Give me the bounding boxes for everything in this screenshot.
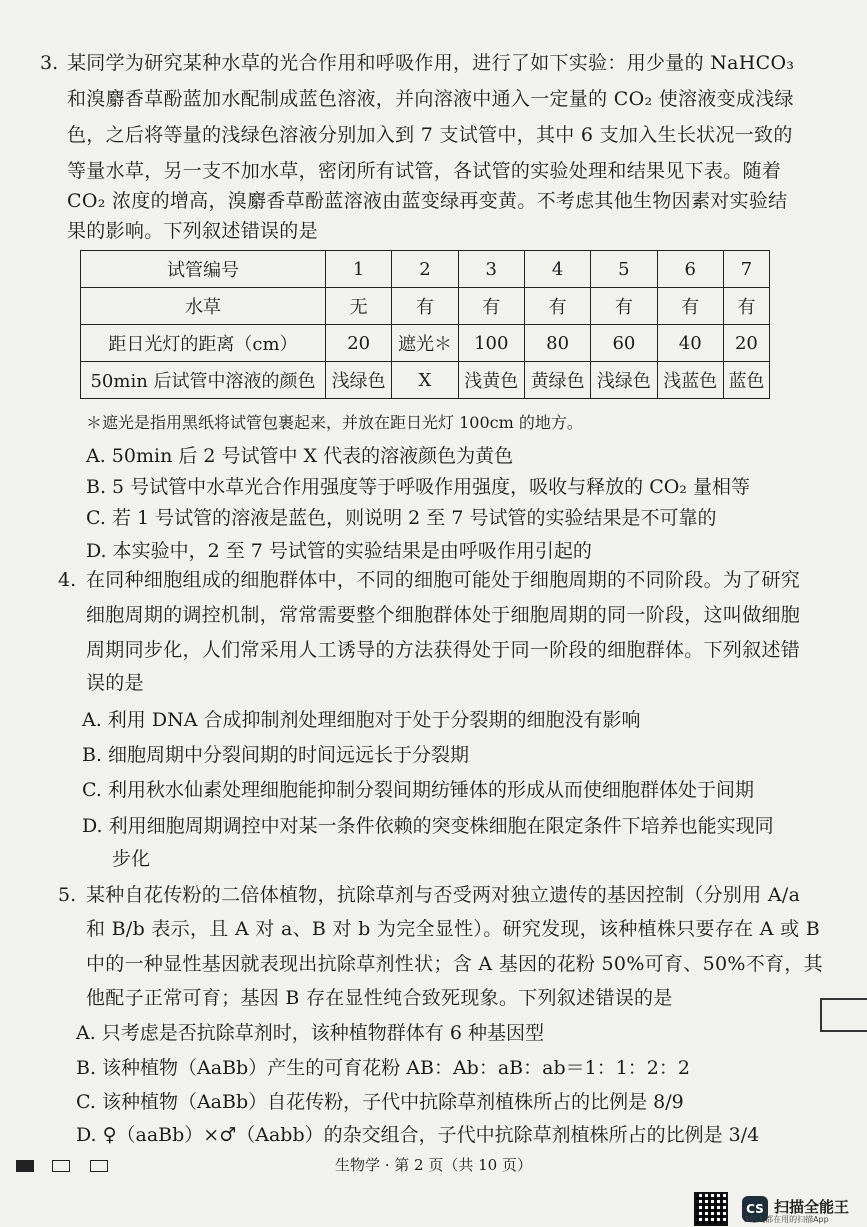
table-cell: 距日光灯的距离（cm） [81, 325, 326, 362]
table-row [81, 325, 770, 362]
table-row [81, 251, 770, 288]
table-cell: 2 [392, 251, 458, 288]
question-5-line: 中的一种显性基因就表现出抗除草剂性状；含 A 基因的花粉 50%可育、50%不育，其 [86, 953, 823, 975]
qr-code-icon [694, 1192, 728, 1226]
question-5-option-a: A. 只考虑是否抗除草剂时，该种植物群体有 6 种基因型 [76, 1022, 544, 1044]
table-cell: 浅绿色 [326, 362, 392, 399]
table-cell: 3 [458, 251, 524, 288]
table-cell: 100 [458, 325, 524, 362]
table-footnote: ＊遮光是指用黑纸将试管包裹起来，并放在距日光灯 100cm 的地方。 [86, 413, 583, 432]
table-cell: X [392, 362, 458, 399]
table-cell: 5 [591, 251, 657, 288]
question-3-line: 和溴麝香草酚蓝加水配制成蓝色溶液，并向溶液中通入一定量的 CO₂ 使溶液变成浅绿 [67, 88, 794, 110]
table-cell: 有 [723, 288, 769, 325]
watermark-subtitle: 3亿人都在用的扫描App [744, 1215, 829, 1224]
question-4-line: 在同种细胞组成的细胞群体中，不同的细胞可能处于细胞周期的不同阶段。为了研究 [86, 569, 801, 591]
table-cell: 浅黄色 [458, 362, 524, 399]
table-cell: 水草 [81, 288, 326, 325]
table-cell: 遮光＊ [392, 325, 458, 362]
question-5-option-b: B. 该种植物（AaBb）产生的可育花粉 AB：Ab：aB：ab＝1：1：2：2 [76, 1057, 690, 1079]
question-3-line: 某同学为研究某种水草的光合作用和呼吸作用，进行了如下实验：用少量的 NaHCO₃ [67, 52, 795, 74]
watermark-title: 扫描全能王 [774, 1198, 850, 1216]
table-cell: 浅绿色 [591, 362, 657, 399]
camscanner-logo-icon: CS [742, 1196, 768, 1222]
question-4-line: 细胞周期的调控机制，常常需要整个细胞群体处于细胞周期的同一阶段，这叫做细胞 [86, 604, 801, 626]
question-3-line: CO₂ 浓度的增高，溴麝香草酚蓝溶液由蓝变绿再变黄。不考虑其他生物因素对实验结 [67, 190, 788, 212]
table-cell: 有 [392, 288, 458, 325]
question-5-number: 5. [58, 884, 77, 906]
table-cell: 20 [723, 325, 769, 362]
question-3-number: 3. [40, 52, 59, 74]
question-3-option-c: C. 若 1 号试管的溶液是蓝色，则说明 2 至 7 号试管的实验结果是不可靠的 [86, 507, 717, 529]
table-cell: 黄绿色 [524, 362, 590, 399]
table-cell: 有 [458, 288, 524, 325]
question-5-line: 某种自花传粉的二倍体植物，抗除草剂与否受两对独立遗传的基因控制（分别用 A/a [86, 884, 801, 906]
question-4-option-b: B. 细胞周期中分裂间期的时间远远长于分裂期 [82, 744, 470, 766]
table-row [81, 288, 770, 325]
question-4-option-a: A. 利用 DNA 合成抑制剂处理细胞对于处于分裂期的细胞没有影响 [82, 709, 641, 731]
table-cell: 试管编号 [81, 251, 326, 288]
table-cell: 有 [657, 288, 723, 325]
question-4-option-d: D. 利用细胞周期调控中对某一条件依赖的突变株细胞在限定条件下培养也能实现同 [82, 815, 774, 837]
question-4-line: 误的是 [86, 672, 144, 694]
question-4-option-c: C. 利用秋水仙素处理细胞能抑制分裂间期纺锤体的形成从而使细胞群体处于间期 [82, 779, 754, 801]
question-3-option-d: D. 本实验中，2 至 7 号试管的实验结果是由呼吸作用引起的 [86, 540, 592, 562]
question-5-option-c: C. 该种植物（AaBb）自花传粉，子代中抗除草剂植株所占的比例是 8/9 [76, 1091, 684, 1113]
table-cell: 浅蓝色 [657, 362, 723, 399]
table-cell: 50min 后试管中溶液的颜色 [81, 362, 326, 399]
table-cell: 蓝色 [723, 362, 769, 399]
table-cell: 7 [723, 251, 769, 288]
page-footer: 生物学 · 第 2 页（共 10 页） [334, 1156, 532, 1174]
table-cell: 无 [326, 288, 392, 325]
page-edge-tab [820, 998, 867, 1032]
question-3-line: 果的影响。下列叙述错误的是 [67, 220, 318, 242]
table-cell: 4 [524, 251, 590, 288]
table-cell: 6 [657, 251, 723, 288]
question-3-line: 色，之后将等量的浅绿色溶液分别加入到 7 支试管中，其中 6 支加入生长状况一致的 [67, 124, 793, 146]
question-5-option-d: D. ♀（aaBb）×♂（Aabb）的杂交组合，子代中抗除草剂植株所占的比例是 3/4 [76, 1124, 760, 1146]
question-4-number: 4. [58, 569, 77, 591]
question-3-line: 等量水草，另一支不加水草，密闭所有试管，各试管的实验处理和结果见下表。随着 [67, 160, 782, 182]
table-cell: 有 [524, 288, 590, 325]
table-cell: 1 [326, 251, 392, 288]
question-5-line: 他配子正常可育；基因 B 存在显性纯合致死现象。下列叙述错误的是 [86, 987, 673, 1009]
table-row [81, 362, 770, 399]
table-cell: 80 [524, 325, 590, 362]
question-4-option-d-continued: 步化 [112, 848, 151, 870]
table-cell: 20 [326, 325, 392, 362]
table-cell: 有 [591, 288, 657, 325]
experiment-table [80, 250, 770, 399]
question-3-option-a: A. 50min 后 2 号试管中 X 代表的溶液颜色为黄色 [86, 445, 514, 467]
table-cell: 40 [657, 325, 723, 362]
question-3-option-b: B. 5 号试管中水草光合作用强度等于呼吸作用强度，吸收与释放的 CO₂ 量相等 [86, 476, 750, 498]
question-4-line: 周期同步化，人们常采用人工诱导的方法获得处于同一阶段的细胞群体。下列叙述错 [86, 639, 801, 661]
table-cell: 60 [591, 325, 657, 362]
question-5-line: 和 B/b 表示，且 A 对 a、B 对 b 为完全显性）。研究发现，该种植株只要存在 A 或 B [86, 918, 821, 940]
